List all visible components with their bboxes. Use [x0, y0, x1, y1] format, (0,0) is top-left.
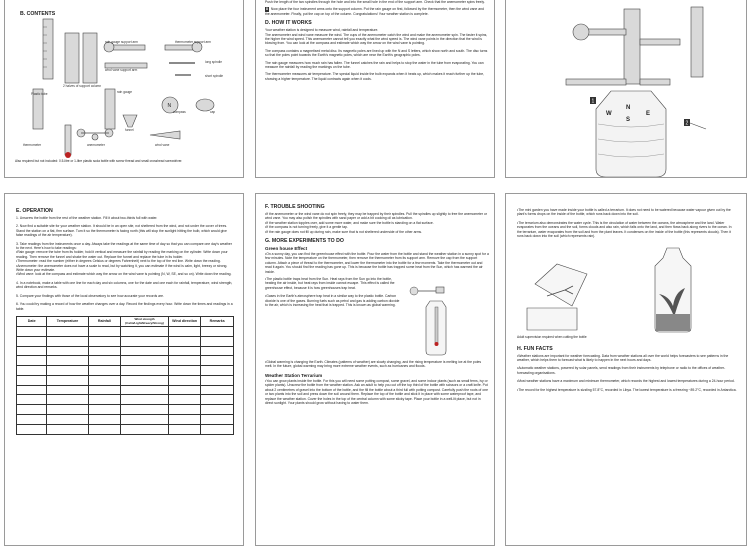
table-cell: [47, 405, 88, 415]
table-cell: [201, 424, 234, 434]
fun-facts-list: [517, 354, 737, 392]
list-item: • If the compass is not turning freely, give it a gentle tap.: [265, 225, 489, 229]
table-cell: [88, 356, 121, 366]
table-cell: [88, 346, 121, 356]
table-cell: [121, 346, 169, 356]
table-cell: [88, 385, 121, 395]
sun-icon: [410, 287, 418, 295]
part-label: 2 halves of support column: [63, 84, 102, 88]
table-cell: [201, 375, 234, 385]
how-it-works-panel: [255, 0, 495, 178]
list-item: • Thermometer: read the number (either in degrees Celsius or degrees Fahrenheit) next to the top of the red line. Write down the reading.: [16, 259, 234, 263]
table-cell: [121, 385, 169, 395]
table-cell: [17, 356, 47, 366]
table-cell: [168, 375, 201, 385]
list-item: • You can grow plants inside the bottle. For this you will need some potting compost, some gravel, and some indoor plants (such as small ferns, ivy or spider plants). Unscrew the bottle from the weather station. Ask an adult to help you cut off the top third of the bottle with scissors or a craft knife. Put about 2 centimetres of gravel into the bottom of the bottle, and the fill the bottle about a third full with potting compost. Carefully push the roots of one or two plants into the soil and press down the soil around them. Replace the top of the bottle and stick it in place with some waterproof tape, and replace the weather station. Cover the holes in the top of the central column with some sticky tape. Place your bottle in a well-lit place, but not in direct sunlight. Your plants should grow without having to water them.: [265, 379, 489, 405]
experiments-panel: [255, 193, 495, 546]
table-cell: [201, 346, 234, 356]
table-cell: [121, 326, 169, 336]
how-it-works-title: D. HOW IT WORKS: [265, 20, 312, 27]
table-row: [17, 366, 234, 376]
column-header: Wind direction: [168, 316, 201, 326]
contents-panel: [4, 0, 244, 178]
table-header-row: [17, 316, 234, 326]
operation-p2: 2. Now find a suitable site for your weather station. It should be in an open site, not sheltered from the wind, and not under the cover of trees. Stand the station on a flat, firm surface. Turn it so the thermometer is facing north (this will stop the sunlight hitting the bulb, which would give false readings of the air temperature).: [16, 224, 228, 238]
operation-panel: [4, 193, 244, 546]
thermometer-arm-drawing: [165, 45, 193, 50]
operation-p6: 6. You could try making a record of how the weather changes over a day. Record the findings every hour. Write down the times and readings in a table.: [16, 302, 233, 311]
terrarium-caption: Adult supervision required when cutting the bottle: [517, 335, 587, 340]
terrarium-illustration: [517, 244, 737, 336]
table-cell: [47, 366, 88, 376]
table-row: [17, 405, 234, 415]
table-cell: [168, 415, 201, 425]
table-cell: [47, 424, 88, 434]
how-p3: The compass contains a magnetised metal disc. Its magnetic poles are lined up with the N and S letters, which show north and south. The disc turns so that the poles point towards the Earth's magnetic poles, which are near the Earth's geographic poles.: [265, 48, 488, 58]
list-item: • If the anemometer or the wind vane do not spin freely, they may be trapped by their spindles. Pull the spindles up slightly to free the anemometer or wind vane. You may also polish the spindles with sand paper or add a bit cooking oil as lubrication.: [265, 212, 489, 221]
table-cell: [88, 336, 121, 346]
table-cell: [201, 326, 234, 336]
assembly-diagram-panel: [505, 0, 747, 178]
table-cell: [88, 405, 121, 415]
table-cell: [168, 356, 201, 366]
list-item: • On a sunny day, you can find the greenhouse effect with the bottle. Pour the water from the bottle and stand the weather station in a sunny spot for a few minutes. Note the temperature on the thermometer, then remove the thermometer from its support arm. Remove the cap from the support column. Attach a piece of thread to the thermometer, and lower the thermometer into the bottle for a few moments. Take the thermometer out and read it again. You should find the reading has gone up. This is because the bottle has trapped some heat from the Sun, which has warmed the air inside.: [265, 252, 489, 274]
table-cell: [201, 405, 234, 415]
table-cell: [17, 405, 47, 415]
column-header: Rainfall: [88, 316, 121, 326]
experiments-title: G. MORE EXPERIMENTS TO DO: [265, 238, 344, 245]
compass-letter-s: S: [626, 117, 631, 123]
table-cell: [121, 375, 169, 385]
table-row: [17, 415, 234, 425]
table-cell: [168, 424, 201, 434]
how-p2: The anemometer and wind vane measure the wind. The cups of the anemometer catch the wind and make the anemometer spin. The faster it spins, the higher the wind speed. This anemometer cannot tell you exactly what the wind speed is. The wind vane points in the direction that the wind is blowing from. You can look at the compass and estimate which way the arrow on the wind vane is pointing.: [265, 32, 488, 46]
table-cell: [121, 405, 169, 415]
greenhouse-figure-row: [265, 277, 489, 357]
list-item: • Anemometer: the anemometer does not have a scale to read, but by watching it, you can estimate if the wind is calm, light, breezy or strong. Write down your estimate.: [16, 264, 234, 273]
table-cell: [17, 415, 47, 425]
compass-letter-w: W: [606, 111, 612, 117]
how-p4: The rain gauge measures how much rain has fallen. The funnel catches the rain and helps to stop the water in the tube from evaporating. You can measure the rainfall by reading the markings on the tube.: [265, 60, 484, 70]
table-cell: [17, 395, 47, 405]
how-p5: The thermometer measures air temperature. The special liquid inside the bulb expands when it heats up, which makes it reach further up the tube, showing a higher temperature. The liquid contracts again when it cools.: [265, 72, 485, 81]
table-cell: [201, 356, 234, 366]
list-item: • The terrarium also demonstrates the water cycle. This is the circulation of water between the oceans, the atmosphere and the land. Water evaporates from the oceans and the soil, forms clouds and also rain, which falls onto the land, and then flows back along rivers to the ocean. In the terrarium, water evaporates from the soil and from the plant leaves. It condenses on the inside of the bottle (this represents clouds). Then it runs back down into the soil (which represents rain).: [517, 221, 737, 239]
global-warming-list: [265, 360, 489, 369]
table-cell: [201, 366, 234, 376]
step-8-text: Now place the four instrument arms onto the support column. Put the rain gauge on first, followed by the thermometer, then the wind vane and the anemometer. Finally, put the cap on top of the column. Congratulations! Your weather station is complete.: [265, 7, 484, 16]
table-cell: [168, 385, 201, 395]
table-row: [17, 424, 234, 434]
list-item: • Global warming is changing the Earth. Climates (patterns of weather) are slowly changing, and the rising temperature is melting ice at the poles melt. In the future, global warming may bring more extreme weather events, such as hurricanes and floods.: [265, 360, 489, 369]
table-cell: [121, 415, 169, 425]
greenhouse-title: Green house Effect: [265, 246, 308, 252]
table-cell: [168, 346, 201, 356]
table-row: [17, 326, 234, 336]
table-cell: [88, 424, 121, 434]
table-cell: [121, 356, 169, 366]
part-label: short spindle: [205, 74, 224, 78]
table-row: [17, 356, 234, 366]
assembly-step-top: Push the length of the two spindles through the hole and into the small hole in the end of the support arm. Check that the anemometer spins freely.: [265, 0, 485, 4]
table-cell: [201, 395, 234, 405]
list-item: • The plastic bottle traps heat from the Sun. Heat rays from the Sun go into the bottle, heating the air inside, but heat rays from inside cannot escape. This effect is called the greenhouse effect, because it is how greenhouses trap heat.: [265, 277, 400, 290]
table-row: [17, 346, 234, 356]
table-cell: [201, 385, 234, 395]
table-cell: [121, 336, 169, 346]
assembly-step-8: [265, 7, 489, 16]
thermometer-drawing: [65, 125, 71, 155]
part-label: funnel: [125, 128, 134, 132]
terrarium-explanation-list: [517, 208, 737, 238]
part-label: long spindle: [205, 60, 223, 64]
greenhouse-bottle-illustration: [406, 277, 486, 357]
table-cell: [17, 346, 47, 356]
bottle-drawing: [596, 91, 666, 177]
anemometer-drawing: [77, 129, 113, 140]
table-row: [17, 336, 234, 346]
list-item: • Wind vane: look at the compass and estimate which way the arrow on the wind vane is pointing (N, W, SE, and so on). Write down the reading.: [16, 272, 234, 276]
contents-title: B. CONTENTS: [20, 11, 56, 17]
table-cell: [88, 375, 121, 385]
table-cell: [47, 346, 88, 356]
table-cell: [88, 366, 121, 376]
weather-record-table: [16, 316, 234, 435]
table-cell: [121, 395, 169, 405]
fun-facts-title: H. FUN FACTS: [517, 345, 553, 352]
column-header: Wind strength (Calm/Light/Breezy/Strong): [121, 316, 169, 326]
table-cell: [121, 366, 169, 376]
table-body: [17, 326, 234, 434]
step-number: 8: [266, 7, 268, 12]
list-item: • If the weather station topples over, add some more water, and make sure the bottle is standing on a flat surface.: [265, 221, 489, 225]
list-item: • Automatic weather stations, powered by solar panels, send readings from their instruments by telephone or radio to the offices of weather-forecasting organisations.: [517, 366, 737, 375]
table-cell: [17, 336, 47, 346]
table-cell: [88, 326, 121, 336]
greenhouse-list: [265, 252, 489, 274]
table-row: [17, 395, 234, 405]
list-item: • The mini garden you have made inside your bottle is called a terrarium. It does not need to be watered because water vapour given out by the plant's forms drops on the inside of the bottle, which runs back down into the soil.: [517, 208, 737, 217]
table-cell: [47, 336, 88, 346]
table-cell: [47, 375, 88, 385]
list-item: • Weather stations are important for weather forecasting. Data from weather stations all over the world helps forecasters to see patterns in the weather, which helps them to forecast what is likely to happen in the next hours and days.: [517, 354, 737, 363]
fun-facts-panel: [505, 193, 747, 546]
table-cell: [168, 336, 201, 346]
table-cell: [88, 415, 121, 425]
part-label: cap: [210, 110, 216, 114]
plastic-tube-drawing: [43, 19, 53, 79]
reading-instructions-list: [16, 250, 234, 276]
part-label: compass: [173, 110, 186, 114]
operation-p3: 3. Take readings from the instruments once a day. Always take the readings at the same time of day so that you can compare one day's weather to the next. Here's how to take readings:: [16, 241, 232, 251]
column-header: Date: [17, 316, 47, 326]
callout-2: 2: [685, 120, 689, 127]
part-label: anemometer: [87, 143, 105, 147]
greenhouse-list-2: [265, 277, 400, 357]
operation-p4: 4. In a notebook, make a table with one line for each day and six columns, one for the date and one each for rainfall, temperature, wind strength, wind direction and remarks.: [16, 280, 233, 290]
rain-gauge-drawing: [105, 89, 115, 129]
table-row: [17, 375, 234, 385]
list-item: • The record for the highest temperature is sizzling 57.8°C, recorded in Libya. The lowest temperature is a freezing −89.2°C, recorded in Antarctica.: [517, 388, 737, 392]
table-cell: [168, 395, 201, 405]
table-cell: [47, 415, 88, 425]
table-cell: [201, 336, 234, 346]
table-cell: [17, 326, 47, 336]
terrarium-instructions-list: [265, 379, 489, 405]
part-label: rain gauge support arm: [105, 40, 138, 44]
svg-text:N: N: [167, 103, 172, 109]
how-p1: Your weather station is designed to measure wind, rainfall and temperature.: [265, 28, 379, 33]
table-cell: [17, 424, 47, 434]
callout-1: 1: [591, 98, 595, 105]
operation-p5: 5. Compare your findings with those of the local observatory to see how accurate your records are.: [16, 293, 164, 298]
table-cell: [17, 366, 47, 376]
table-cell: [88, 395, 121, 405]
table-cell: [47, 385, 88, 395]
table-cell: [47, 356, 88, 366]
table-row: [17, 385, 234, 395]
table-cell: [47, 326, 88, 336]
assembly-diagram: [506, 0, 747, 178]
column-header: Remarks: [201, 316, 234, 326]
operation-p1: 1. Unscrew the bottle from the rest of the weather station. Fill it about two-thirds full with water.: [16, 216, 158, 220]
list-item: • Rain gauge: remove the tube from its holder, hold it vertical and measure the rainfall by reading the marking on the cylinder. Write down your reading. Then remove the funnel and shake the water out. Replace the funnel and replace the tube in its holder.: [16, 250, 234, 259]
table-cell: [47, 395, 88, 405]
part-label: rain gauge: [117, 90, 133, 94]
table-cell: [201, 415, 234, 425]
compass-letter-n: N: [626, 105, 631, 111]
column-header: Temperature: [47, 316, 88, 326]
funnel-drawing: [123, 115, 137, 127]
support-column-drawing: [65, 33, 79, 83]
list-item: • If the rain gauge does not fill up during rain, make sure that is not sheltered underside of the other arms.: [265, 230, 489, 234]
part-label: Plastic tube: [31, 92, 48, 96]
table-cell: [168, 405, 201, 415]
operation-title: E. OPERATION: [16, 208, 53, 214]
part-label: wind vane support arm: [105, 68, 138, 72]
troubleshooting-title: F. TROUBLE SHOOTING: [265, 204, 325, 210]
troubleshooting-list: [265, 212, 489, 234]
table-cell: [168, 366, 201, 376]
contents-note: Also required but not included: 0.5-litre or 1-litre plastic soda bottle with screw thread and small crosshead screwdriver.: [15, 159, 183, 163]
list-item: • Gases in the Earth's atmosphere trap heat in a similar way to the plastic bottle. Carbon dioxide is one of the gases. Burning fuels such as petrol and gas is adding carbon dioxide to the air, which is increasing the heat that is trapped. This is known as global warming.: [265, 294, 400, 307]
part-label: wind vane: [155, 143, 170, 147]
compass-letter-e: E: [646, 111, 651, 117]
terrarium-title: Weather Station Terrarium: [265, 372, 323, 378]
table-cell: [168, 326, 201, 336]
part-label: thermometer: [23, 143, 42, 147]
table-cell: [17, 385, 47, 395]
table-cell: [17, 375, 47, 385]
part-label: thermometer support arm: [175, 40, 211, 44]
table-cell: [121, 424, 169, 434]
list-item: • Most weather stations have a maximum and minimum thermometer, which records the highest and lowest temperatures during a 24-hour period.: [517, 379, 737, 383]
